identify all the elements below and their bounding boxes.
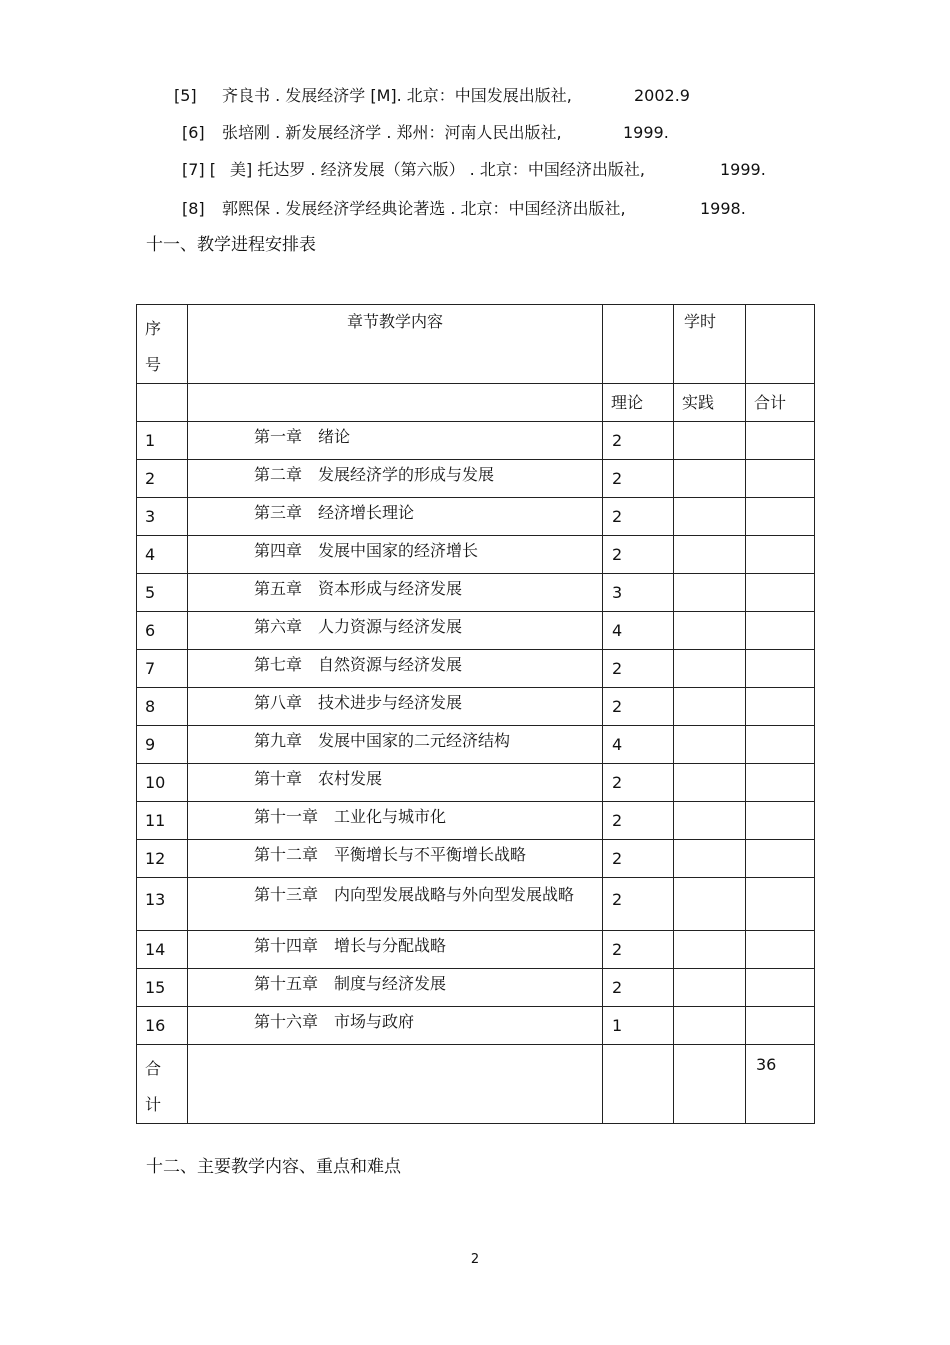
reference-number: [8] xyxy=(182,199,205,218)
row-seq: 12 xyxy=(145,849,166,868)
row-practice xyxy=(674,536,746,574)
row-content: 第十三章 内向型发展战略与外向型发展战略 xyxy=(254,885,575,904)
reference-text: 美] 托达罗 . 经济发展（第六版） . 北京：中国经济出版社, xyxy=(230,160,645,179)
row-total xyxy=(746,726,815,764)
row-seq: 7 xyxy=(145,659,156,678)
row-practice xyxy=(674,969,746,1007)
table-row xyxy=(137,574,815,612)
row-practice xyxy=(674,878,746,931)
table-row xyxy=(137,840,815,878)
subheader-empty-2 xyxy=(188,384,603,422)
row-total xyxy=(746,969,815,1007)
teaching-schedule-table xyxy=(136,304,815,1124)
row-seq: 5 xyxy=(145,583,156,602)
theory-label: 理论 xyxy=(611,393,644,412)
row-total xyxy=(746,422,815,460)
row-theory: 3 xyxy=(612,583,623,602)
header-seq xyxy=(137,305,188,384)
header-content-label: 章节教学内容 xyxy=(346,312,443,331)
row-content: 第十一章 工业化与城市化 xyxy=(254,807,447,826)
row-content: 第四章 发展中国家的经济增长 xyxy=(254,541,479,560)
row-content: 第七章 自然资源与经济发展 xyxy=(254,655,463,674)
row-theory: 4 xyxy=(612,735,623,754)
table-row xyxy=(137,498,815,536)
row-seq: 10 xyxy=(145,773,166,792)
row-theory: 2 xyxy=(612,773,623,792)
row-seq: 13 xyxy=(145,890,166,909)
row-seq: 9 xyxy=(145,735,156,754)
row-seq: 2 xyxy=(145,469,156,488)
row-content: 第十四章 增长与分配战略 xyxy=(254,936,447,955)
row-total xyxy=(746,574,815,612)
row-seq: 6 xyxy=(145,621,156,640)
row-total xyxy=(746,498,815,536)
footer-empty-3 xyxy=(674,1045,746,1124)
subheader-theory xyxy=(603,384,674,422)
row-content: 第六章 人力资源与经济发展 xyxy=(254,617,463,636)
row-theory: 2 xyxy=(612,940,623,959)
reference-year: 1999. xyxy=(623,123,669,142)
row-content: 第一章 绪论 xyxy=(254,427,351,446)
row-content: 第五章 资本形成与经济发展 xyxy=(254,579,463,598)
row-seq: 4 xyxy=(145,545,156,564)
table-row xyxy=(137,931,815,969)
row-practice xyxy=(674,422,746,460)
reference-text: 齐良书 . 发展经济学 [M]. 北京：中国发展出版社, xyxy=(222,86,572,105)
reference-text: 张培刚 . 新发展经济学 . 郑州：河南人民出版社, xyxy=(222,123,562,142)
table-footer-row xyxy=(137,1045,815,1124)
row-total xyxy=(746,460,815,498)
table-row xyxy=(137,422,815,460)
row-theory: 2 xyxy=(612,978,623,997)
row-theory: 2 xyxy=(612,545,623,564)
row-theory: 1 xyxy=(612,1016,623,1035)
row-content: 第十六章 市场与政府 xyxy=(254,1012,415,1031)
row-practice xyxy=(674,931,746,969)
row-theory: 2 xyxy=(612,469,623,488)
row-seq: 1 xyxy=(145,431,156,450)
row-total xyxy=(746,764,815,802)
row-seq: 16 xyxy=(145,1016,166,1035)
row-seq: 11 xyxy=(145,811,166,830)
footer-label-char-2: 计 xyxy=(145,1095,162,1114)
row-practice xyxy=(674,764,746,802)
header-hours xyxy=(674,305,746,384)
row-theory: 2 xyxy=(612,697,623,716)
row-total xyxy=(746,612,815,650)
reference-year: 1999. xyxy=(720,160,766,179)
table-row xyxy=(137,612,815,650)
reference-number: [5] xyxy=(174,86,197,105)
row-theory: 4 xyxy=(612,621,623,640)
footer-label-char-1: 合 xyxy=(145,1059,162,1078)
table-row xyxy=(137,650,815,688)
table-subheader-row xyxy=(137,384,815,422)
row-total xyxy=(746,802,815,840)
table-row xyxy=(137,1007,815,1045)
page-number: 2 xyxy=(470,1252,480,1267)
total-label: 合计 xyxy=(754,393,787,412)
table-row xyxy=(137,802,815,840)
row-theory: 2 xyxy=(612,507,623,526)
row-practice xyxy=(674,498,746,536)
header-empty-2 xyxy=(746,305,815,384)
row-content: 第十二章 平衡增长与不平衡增长战略 xyxy=(254,845,527,864)
row-practice xyxy=(674,688,746,726)
subheader-empty xyxy=(137,384,188,422)
row-practice xyxy=(674,802,746,840)
row-practice xyxy=(674,612,746,650)
footer-empty xyxy=(188,1045,603,1124)
row-content: 第八章 技术进步与经济发展 xyxy=(254,693,463,712)
reference-number: [6] xyxy=(182,123,205,142)
reference-text: 郭熙保 . 发展经济学经典论著选 . 北京：中国经济出版社, xyxy=(222,199,626,218)
row-seq: 3 xyxy=(145,507,156,526)
header-hours-label: 学时 xyxy=(684,312,717,331)
header-empty xyxy=(603,305,674,384)
table-row xyxy=(137,878,815,931)
grand-total: 36 xyxy=(756,1055,777,1074)
table-row xyxy=(137,969,815,1007)
subheader-practice xyxy=(674,384,746,422)
row-theory: 2 xyxy=(612,849,623,868)
reference-number: [7] [ xyxy=(182,160,216,179)
row-total xyxy=(746,650,815,688)
row-content: 第九章 发展中国家的二元经济结构 xyxy=(254,731,511,750)
row-total xyxy=(746,931,815,969)
section-12-title: 十二、主要教学内容、重点和难点 xyxy=(146,1157,401,1177)
row-seq: 15 xyxy=(145,978,166,997)
footer-label xyxy=(137,1045,188,1124)
footer-total xyxy=(746,1045,815,1124)
row-total xyxy=(746,840,815,878)
footer-empty-2 xyxy=(603,1045,674,1124)
table-row xyxy=(137,460,815,498)
row-practice xyxy=(674,726,746,764)
row-content: 第三章 经济增长理论 xyxy=(254,503,415,522)
row-seq: 14 xyxy=(145,940,166,959)
row-content: 第十章 农村发展 xyxy=(254,769,383,788)
header-seq-char-2: 号 xyxy=(145,355,162,374)
table-header-row xyxy=(137,305,815,384)
row-total xyxy=(746,536,815,574)
table-row xyxy=(137,536,815,574)
section-11-title: 十一、教学进程安排表 xyxy=(146,235,316,255)
row-total xyxy=(746,878,815,931)
reference-year: 2002.9 xyxy=(634,86,690,105)
reference-year: 1998. xyxy=(700,199,746,218)
table-row xyxy=(137,764,815,802)
row-seq: 8 xyxy=(145,697,156,716)
subheader-total xyxy=(746,384,815,422)
row-theory: 2 xyxy=(612,431,623,450)
row-content: 第十五章 制度与经济发展 xyxy=(254,974,447,993)
row-practice xyxy=(674,460,746,498)
practice-label: 实践 xyxy=(682,393,715,412)
header-seq-char-1: 序 xyxy=(145,319,162,338)
row-content: 第二章 发展经济学的形成与发展 xyxy=(254,465,495,484)
row-theory: 2 xyxy=(612,659,623,678)
row-practice xyxy=(674,1007,746,1045)
table-row xyxy=(137,726,815,764)
row-practice xyxy=(674,840,746,878)
row-practice xyxy=(674,574,746,612)
row-total xyxy=(746,1007,815,1045)
row-theory: 2 xyxy=(612,811,623,830)
row-total xyxy=(746,688,815,726)
table-row xyxy=(137,688,815,726)
row-theory: 2 xyxy=(612,890,623,909)
row-practice xyxy=(674,650,746,688)
header-content xyxy=(188,305,603,384)
